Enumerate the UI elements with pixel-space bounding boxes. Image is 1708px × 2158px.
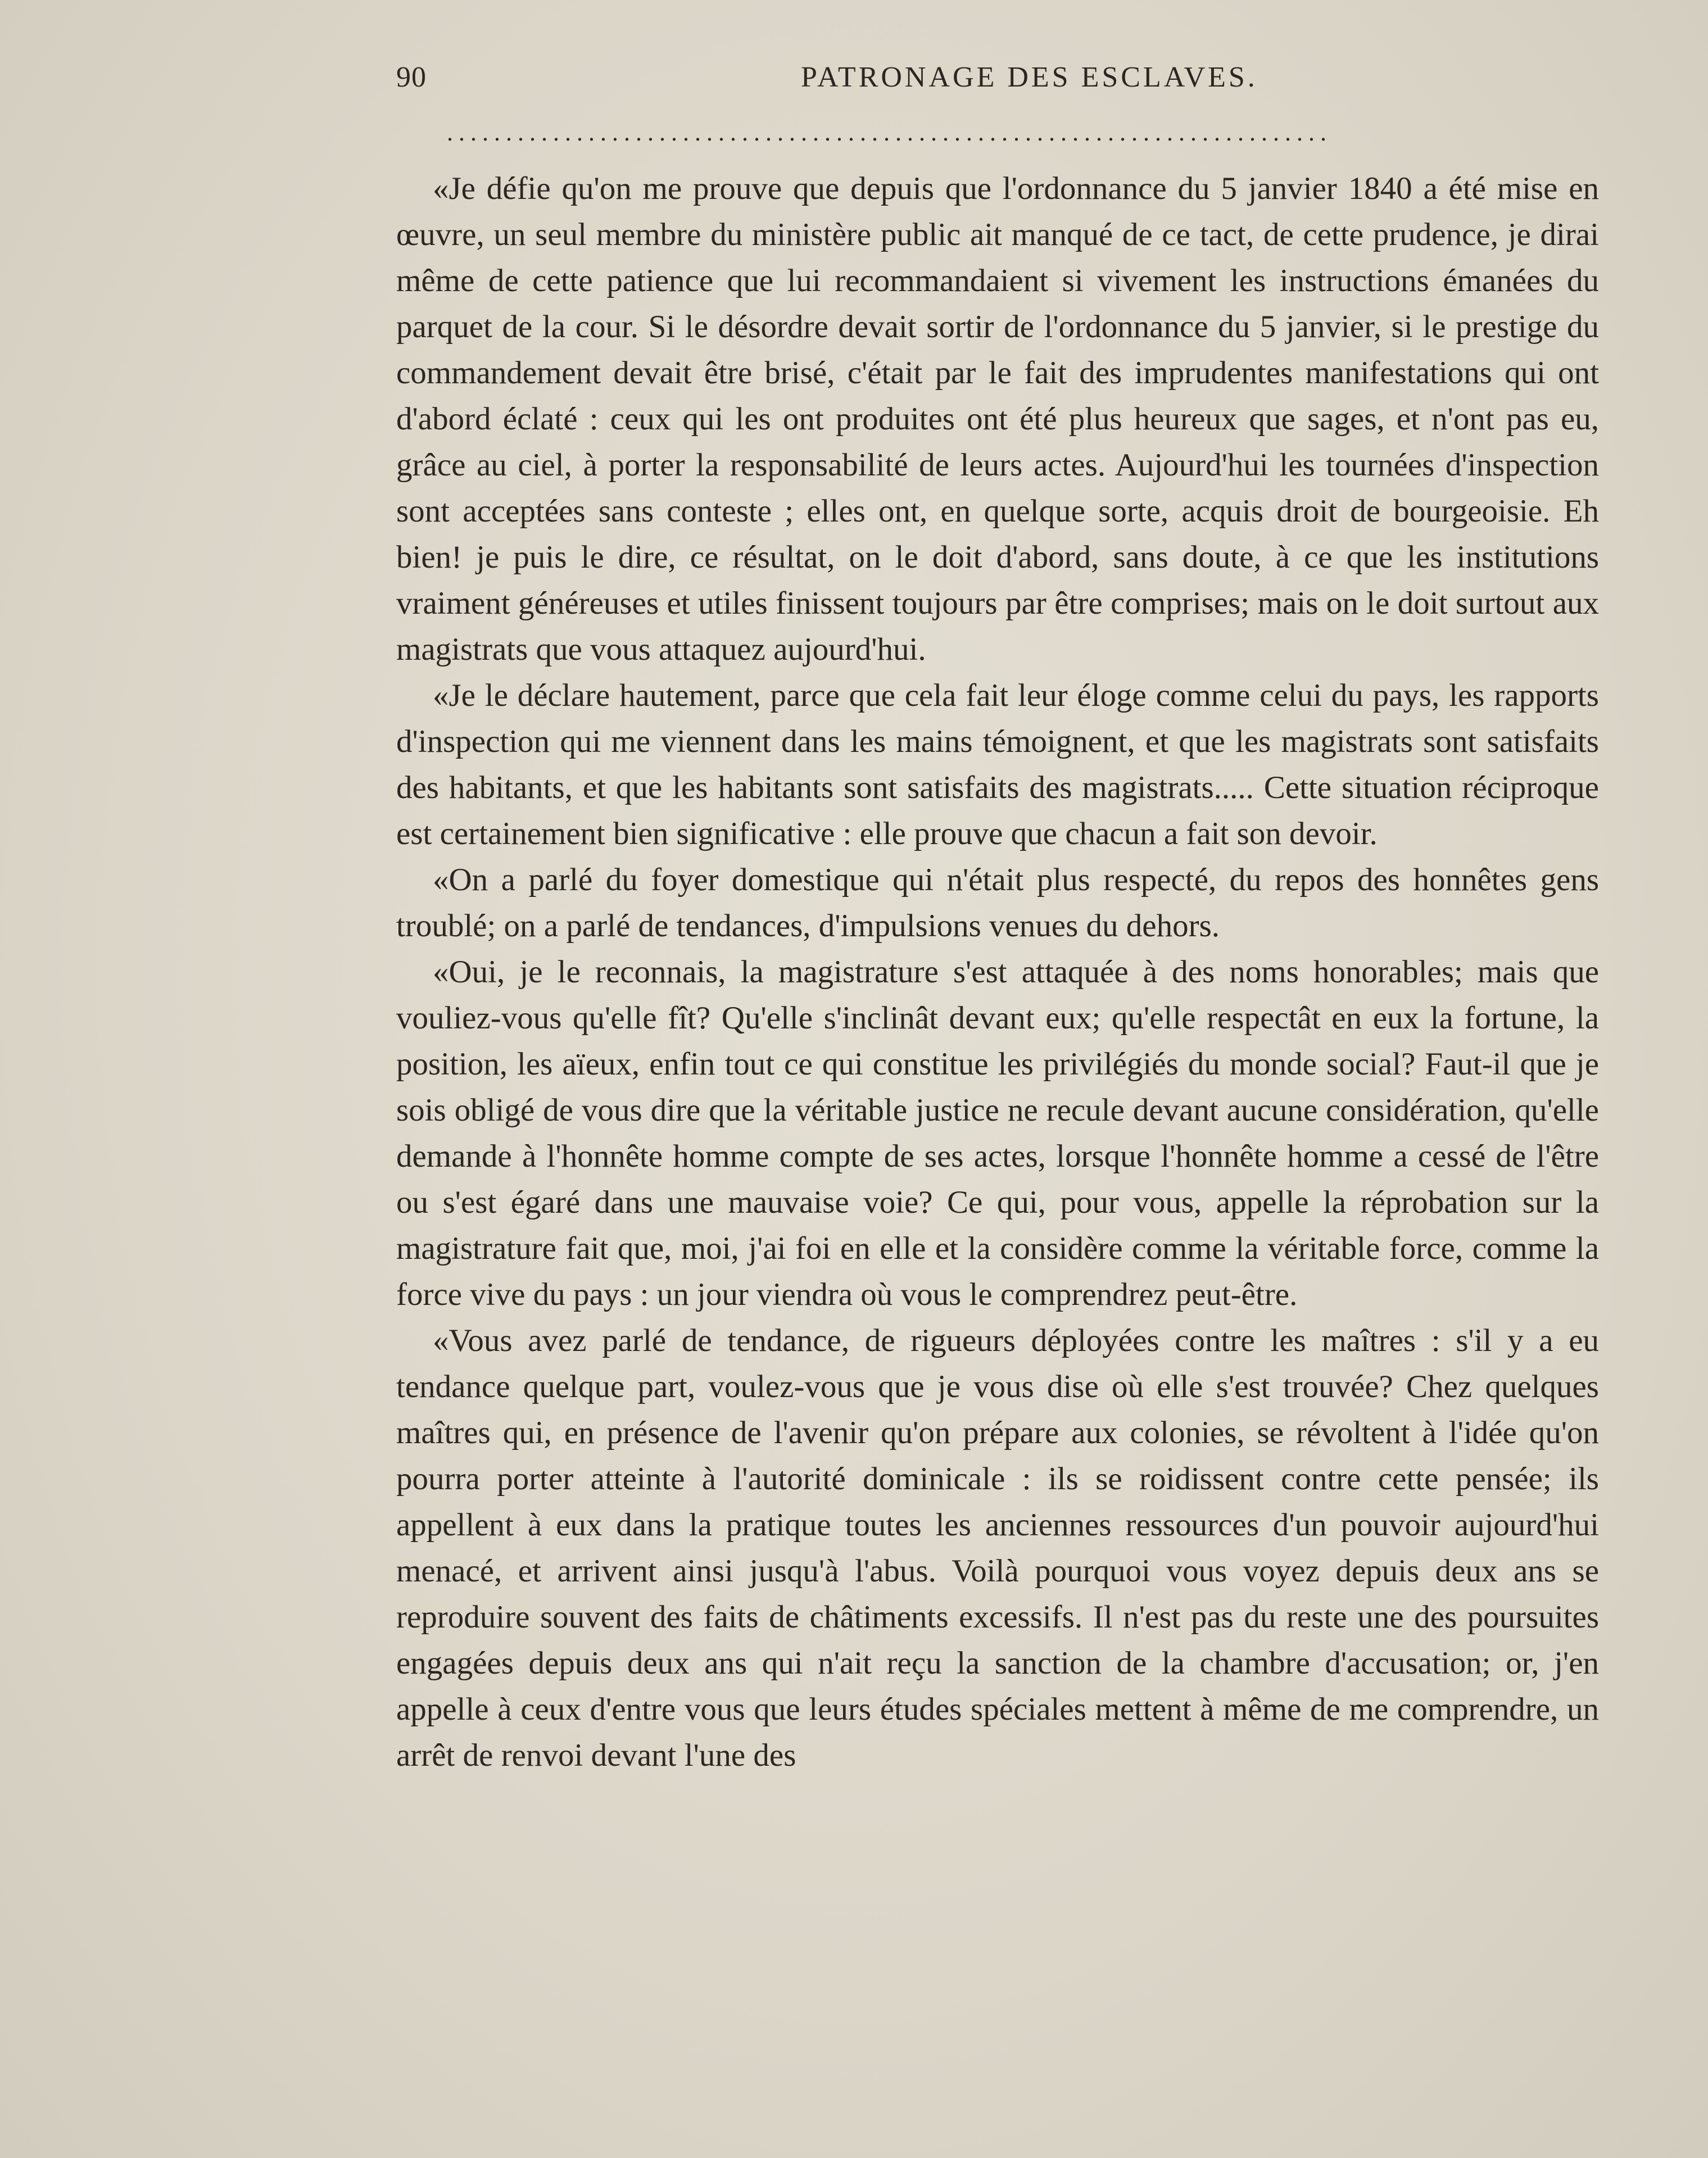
paragraph-1: «Je défie qu'on me prouve que depuis que l'ordonnance du 5 janvier 1840 a été mise en œuvre, un seul membre du ministère public ait manqué de ce tact, de cette prudence, je dirai même de cette patience que lui recommandaient si vivement les instructions émanées du parquet de la cour. Si le désordre devait sortir de l'ordonnance du 5 janvier, si le prestige du commandement devait être brisé, c'était par le fait des imprudentes manifestations qui ont d'abord éclaté : ceux qui les ont produites ont été plus heureux que sages, et n'ont pas eu, grâce au ciel, à porter la responsabilité de leurs actes. Aujourd'hui les tournées d'inspection sont acceptées sans conteste ; elles ont, en quelque sorte, acquis droit de bourgeoisie. Eh bien! je puis le dire, ce résultat, on le doit d'abord, sans doute, à ce que les institutions vraiment généreuses et utiles finissent toujours par être comprises; mais on le doit surtout aux magistrats que vous attaquez aujourd'hui. bbox=[396, 171, 1599, 667]
ellipsis-rule: ........................................................................... bbox=[447, 119, 1332, 146]
paragraph-2: «Je le déclare hautement, parce que cela fait leur éloge comme celui du pays, les rapports d'inspection qui me viennent dans les mains témoignent, et que les magistrats sont satisfaits des habitants, et que les habitants sont satisfaits des magistrats..... Cette situation réciproque est certainement bien significative : elle prouve que chacun a fait son devoir. bbox=[396, 678, 1599, 851]
body-text bbox=[396, 166, 1599, 1779]
running-title: PATRONAGE DES ESCLAVES. bbox=[801, 61, 1258, 93]
page-number: 90 bbox=[396, 61, 427, 93]
paragraph-5: «Vous avez parlé de tendance, de rigueurs déployées contre les maîtres : s'il y a eu tendance quelque part, voulez-vous que je vous dise où elle s'est trouvée? Chez quelques maîtres qui, en présence de l'avenir qu'on prépare aux colonies, se révoltent à l'idée qu'on pourra porter atteinte à l'autorité dominicale : ils se roidissent contre cette pensée; ils appellent à eux dans la pratique toutes les anciennes ressources d'un pouvoir aujourd'hui menacé, et arrivent ainsi jusqu'à l'abus. Voilà pourquoi vous voyez depuis deux ans se reproduire souvent des faits de châtiments excessifs. Il n'est pas du reste une des poursuites engagées depuis deux ans qui n'ait reçu la sanction de la chambre d'accusation; or, j'en appelle à ceux d'entre vous que leurs études spéciales mettent à même de me comprendre, un arrêt de renvoi devant l'une des bbox=[396, 1323, 1599, 1773]
paragraph-3: «On a parlé du foyer domestique qui n'était plus respecté, du repos des honnêtes gens troublé; on a parlé de tendances, d'impulsions venues du dehors. bbox=[396, 862, 1599, 944]
page-header bbox=[396, 61, 1273, 100]
paragraph-4: «Oui, je le reconnais, la magistrature s'est attaquée à des noms honorables; mais que vouliez-vous qu'elle fît? Qu'elle s'inclinât devant eux; qu'elle respectât en eux la fortune, la position, les aïeux, enfin tout ce qui constitue les privilégiés du monde social? Faut-il que je sois obligé de vous dire que la véritable justice ne recule devant aucune considération, qu'elle demande à l'honnête homme compte de ses actes, lorsque l'honnête homme a cessé de l'être ou s'est égaré dans une mauvaise voie? Ce qui, pour vous, appelle la réprobation sur la magistrature fait que, moi, j'ai foi en elle et la considère comme la véritable force, comme la force vive du pays : un jour viendra où vous le comprendrez peut-être. bbox=[396, 954, 1599, 1312]
